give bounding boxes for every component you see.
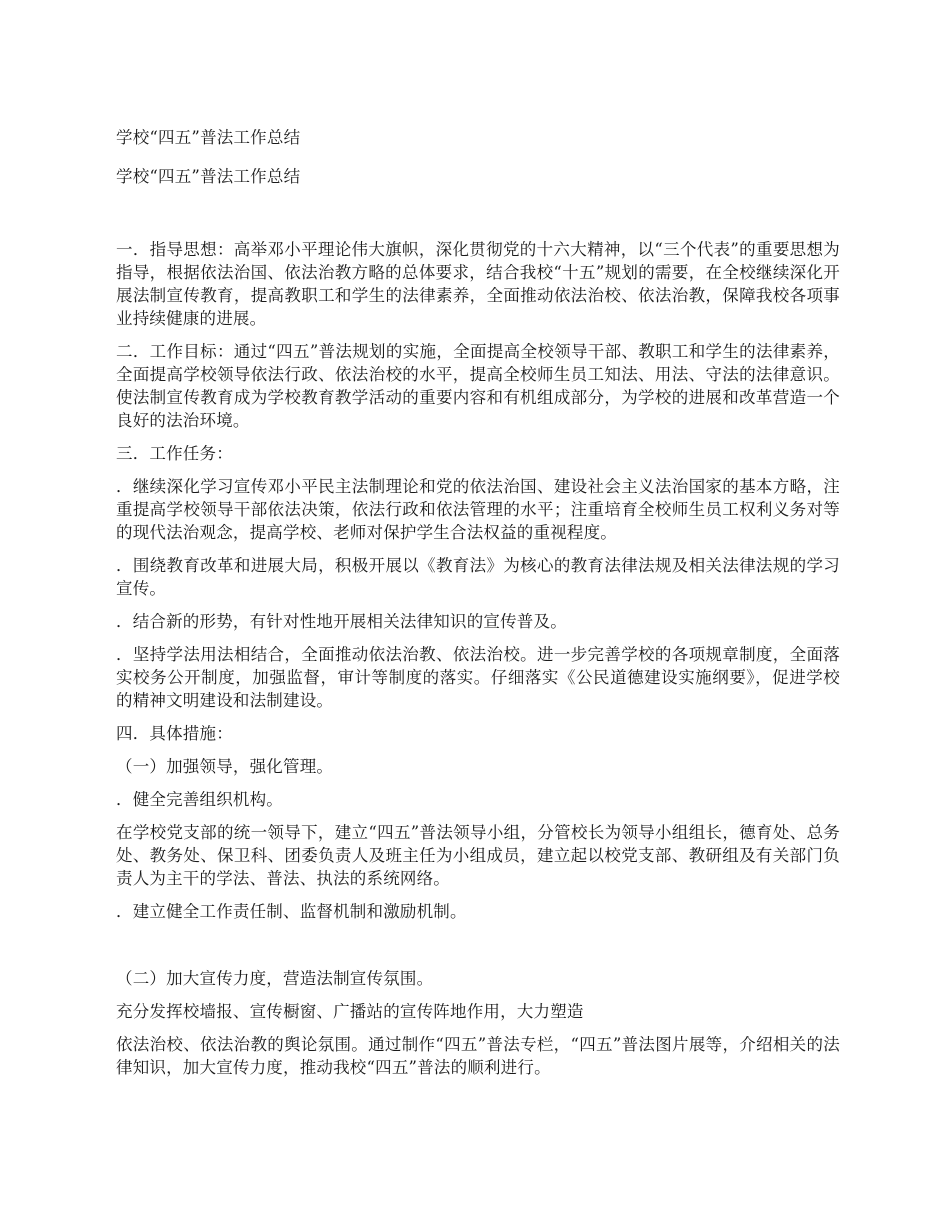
list-item-task-2: ．围绕教育改革和进展大局，积极开展以《教育法》为核心的教育法律法规及相关法律法规的学习宣传。 (116, 556, 840, 598)
list-item-task-4: ．坚持学法用法相结合，全面推动依法治教、依法治校。进一步完善学校的各项规章制度，全面落实校务公开制度，加强监督，审计等制度的落实。仔细落实《公民道德建设实施纲要》，促进学校的精神文明建设和法制建设。 (116, 645, 840, 710)
paragraph-leadership-group: 在学校党支部的统一领导下，建立“四五”普法领导小组，分管校长为领导小组组长，德育处、总务处、教务处、保卫科、团委负责人及班主任为小组成员，建立起以校党支部、教研组及有关部门负责人为主干的学法、普法、执法的系统网络。 (116, 823, 840, 888)
section-heading-measures: 四．具体措施： (116, 724, 233, 743)
paragraph-publicity-channels: 充分发挥校墙报、宣传橱窗、广播站的宣传阵地作用，大力塑造 (116, 1002, 584, 1021)
document-body (116, 126, 840, 1089)
paragraph-guiding-ideology: 一．指导思想：高举邓小平理论伟大旗帜，深化贯彻党的十六大精神，以“三个代表”的重要思想为指导，根据依法治国、依法治教方略的总体要求，结合我校“十五”规划的需要，在全校继续深化开展法制宣传教育，提高教职工和学生的法律素养，全面推动依法治校、依法治教，保障我校各项事业持续健康的进展。 (116, 240, 840, 328)
paragraph-publicity-atmosphere: 依法治校、依法治教的舆论氛围。通过制作“四五”普法专栏，“四五”普法图片展等，介绍相关的法律知识，加大宣传力度，推动我校“四五”普法的顺利进行。 (116, 1035, 840, 1077)
document-subtitle: 学校“四五”普法工作总结 (116, 167, 301, 186)
subsection-heading-publicity: （二）加大宣传力度，营造法制宣传氛围。 (116, 969, 434, 988)
paragraph-work-goals: 二．工作目标：通过“四五”普法规划的实施，全面提高全校领导干部、教职工和学生的法律素养，全面提高学校领导依法行政、依法治校的水平，提高全校师生员工知法、用法、守法的法律意识。使法制宣传教育成为学校教育教学活动的重要内容和有机组成部分，为学校的进展和改革营造一个良好的法治环境。 (116, 342, 840, 430)
list-item-task-3: ．结合新的形势，有针对性地开展相关法律知识的宣传普及。 (116, 612, 567, 631)
subsection-heading-leadership: （一）加强领导，强化管理。 (116, 757, 334, 776)
document-title: 学校“四五”普法工作总结 (116, 128, 301, 147)
list-item-organization: ．健全完善组织机构。 (116, 790, 283, 809)
list-item-task-1: ．继续深化学习宣传邓小平民主法制理论和党的依法治国、建设社会主义法治国家的基本方略，注重提高学校领导干部依法决策，依法行政和依法管理的水平；注重培育全校师生员工权利义务对等的现代法治观念，提高学校、老师对保护学生合法权益的重视程度。 (116, 477, 840, 542)
section-heading-work-tasks: 三．工作任务： (116, 444, 233, 463)
list-item-responsibility: ．建立健全工作责任制、监督机制和激励机制。 (116, 902, 467, 921)
